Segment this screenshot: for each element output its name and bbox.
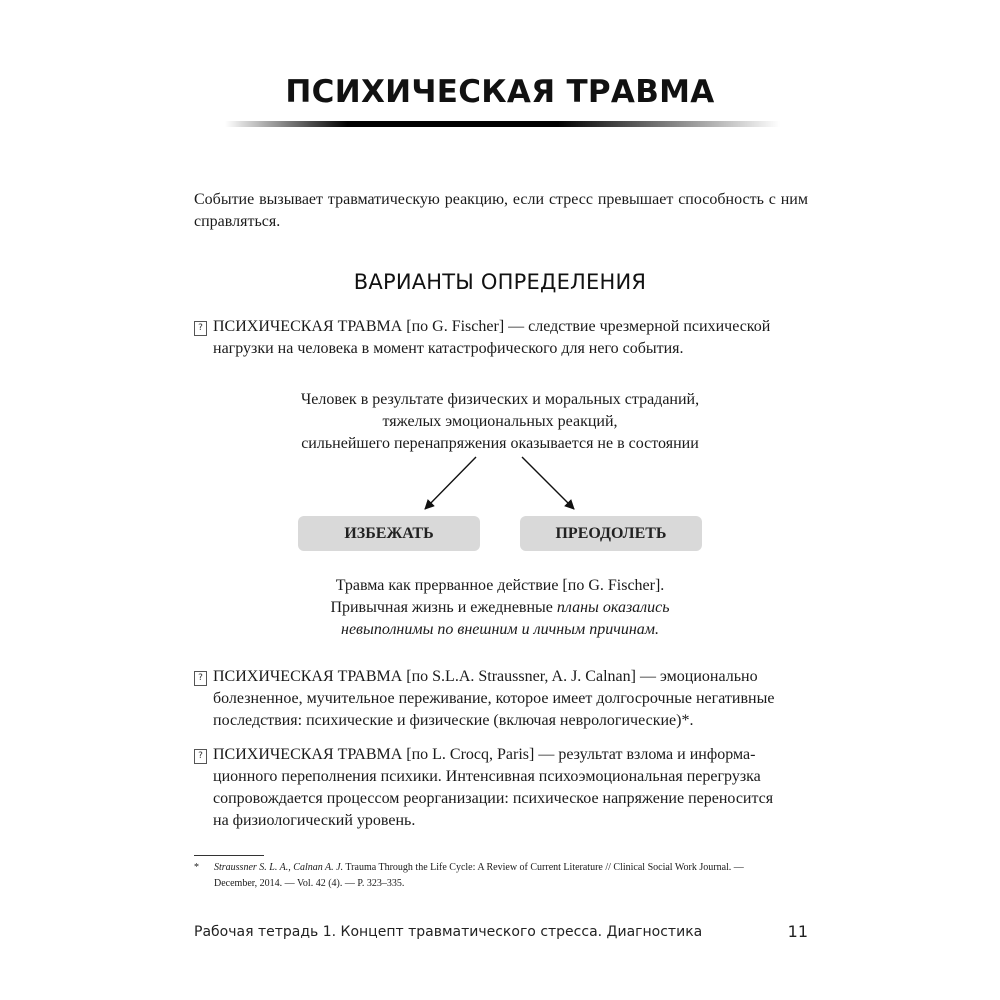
- footnote-rule: [194, 855, 264, 856]
- definition-line: ционного переполнения психики. Интенсивная психоэмоциональная перегрузка: [213, 768, 761, 785]
- footnote-line: December, 2014. — Vol. 42 (4). — P. 323–335.: [214, 878, 405, 889]
- page-number: 11: [787, 922, 808, 941]
- page-title: ПСИХИЧЕСКАЯ ТРАВМА: [285, 74, 715, 110]
- definition-line: болезненное, мучительное переживание, которое имеет долгосрочные негативные: [213, 690, 775, 707]
- footnote: [194, 860, 808, 892]
- caption-line: Травма как прерванное действие [по G. Fischer].: [335, 577, 665, 594]
- arrow-left: [425, 457, 476, 509]
- running-footer: Рабочая тетрадь 1. Концепт травматического стресса. Диагностика: [194, 924, 703, 940]
- question-box-icon: ?: [194, 671, 207, 686]
- diagram-line: Человек в результате физических и моральных страданий,: [300, 391, 700, 408]
- question-box-icon: ?: [194, 749, 207, 764]
- diagram-caption: [200, 575, 800, 641]
- definition-straussner: [194, 666, 808, 732]
- caption-line: невыполнимы по внешним и личным причинам.: [341, 621, 659, 638]
- diagram-line: сильнейшего перенапряжения оказывается не в состоянии: [301, 435, 699, 452]
- section-heading: ВАРИАНТЫ ОПРЕДЕЛЕНИЯ: [353, 270, 647, 294]
- definition-line: ? ПСИХИЧЕСКАЯ ТРАВМА [по G. Fischer] — следствие чрезмерной психической: [194, 316, 808, 338]
- footnote-line: Straussner S. L. A., Calnan A. J. Trauma Through the Life Cycle: A Review of Current Literature // Clinical Social Work Journal. —: [214, 862, 744, 873]
- overcome-box: ПРЕОДОЛЕТЬ: [520, 516, 702, 551]
- avoid-box: ИЗБЕЖАТЬ: [298, 516, 480, 551]
- definition-line: сопровождается процессом реорганизации: психическое напряжение переносится: [213, 790, 774, 807]
- definition-line: ? ПСИХИЧЕСКАЯ ТРАВМА [по S.L.A. Straussner, A. J. Calnan] — эмоционально: [194, 666, 808, 688]
- diagram-line: тяжелых эмоциональных реакций,: [382, 413, 618, 430]
- intro-paragraph: Событие вызывает травматическую реакцию, если стресс превышает способность с ним справляться.: [194, 191, 808, 230]
- definition-line: нагрузки на человека в момент катастрофического для него события.: [213, 340, 684, 357]
- caption-line: Привычная жизнь и ежедневные планы оказались: [330, 599, 670, 616]
- definition-crocq: [194, 744, 808, 832]
- definition-line: последствия: психические и физические (включая неврологические)*.: [213, 712, 694, 729]
- footnote-mark: *: [194, 862, 199, 873]
- definition-line: на физиологический уровень.: [213, 812, 416, 829]
- arrow-right: [522, 457, 574, 509]
- question-box-icon: ?: [194, 321, 207, 336]
- definition-line: ? ПСИХИЧЕСКАЯ ТРАВМА [по L. Crocq, Paris] — результат взлома и информа-: [194, 744, 808, 766]
